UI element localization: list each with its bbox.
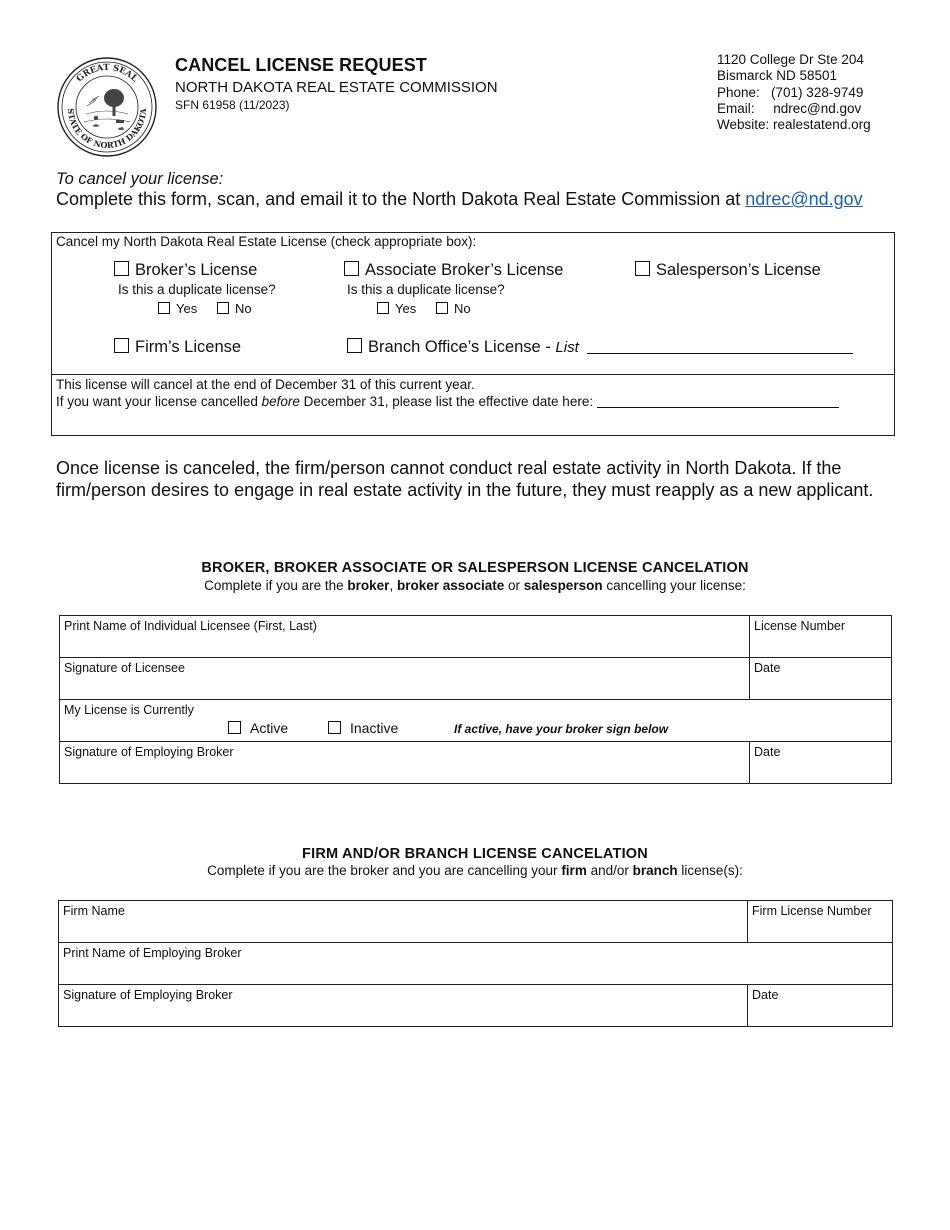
signature-broker-label: Signature of Employing Broker: [64, 745, 234, 759]
broker-duplicate-yes-checkbox[interactable]: [158, 302, 170, 314]
option-brokers-license[interactable]: [114, 261, 257, 280]
status-active-checkbox[interactable]: [228, 721, 241, 734]
intro-heading: To cancel your license:: [56, 170, 224, 188]
ind-sub-broker: broker: [347, 578, 390, 593]
form-title: CANCEL LICENSE REQUEST: [175, 55, 427, 75]
option-salespersons-license[interactable]: [635, 261, 821, 280]
option-associate-brokers-license[interactable]: [344, 261, 563, 280]
website: Website: realestatend.org: [717, 117, 871, 133]
branch-list-field[interactable]: [587, 340, 853, 354]
firm-sub-post: license(s):: [677, 863, 743, 878]
cancel-box-divider: [52, 374, 894, 375]
date-broker-field[interactable]: [750, 742, 892, 784]
firms-license-label: Firm’s License: [135, 338, 242, 356]
branch-office-license-checkbox[interactable]: [347, 338, 362, 353]
ind-sub-comma: ,: [389, 578, 397, 593]
date-licensee-field[interactable]: [750, 658, 892, 700]
firm-license-number-field[interactable]: [748, 901, 893, 943]
state-seal: [56, 56, 158, 158]
cancellation-warning: Once license is canceled, the firm/person cannot conduct real estate activity in North Dakota. If the firm/person desires to engage in real estate activity in the future, they must reapply as a new applicant.: [56, 458, 874, 500]
signature-broker-field[interactable]: [60, 742, 750, 784]
firm-sub-branch: branch: [632, 863, 678, 878]
associate-brokers-license-label: Associate Broker’s License: [365, 261, 564, 279]
date-broker-label: Date: [754, 745, 781, 759]
license-number-field[interactable]: [750, 616, 892, 658]
effective-date-before: before: [261, 394, 300, 409]
contact-block: [717, 52, 871, 133]
date-licensee-label: Date: [754, 661, 781, 675]
seal-top-text: GREAT SEAL: [74, 62, 140, 85]
broker-duplicate-question: Is this a duplicate license?: [118, 282, 276, 297]
print-name-field[interactable]: [60, 616, 750, 658]
firm-license-number-label: Firm License Number: [752, 904, 872, 918]
form-number: SFN 61958 (11/2023): [175, 98, 290, 112]
associate-duplicate-no-label: No: [454, 301, 471, 316]
individual-section-subtitle: [56, 578, 894, 593]
associate-duplicate-yes-label: Yes: [395, 301, 417, 316]
broker-duplicate-yes[interactable]: [158, 301, 197, 316]
phone: Phone: (701) 328-9749: [717, 84, 864, 100]
ind-sub-associate: broker associate: [396, 578, 505, 593]
salespersons-license-checkbox[interactable]: [635, 261, 650, 276]
individual-section-title: BROKER, BROKER ASSOCIATE OR SALESPERSON LICENSE CANCELATION: [201, 560, 749, 576]
firms-license-checkbox[interactable]: [114, 338, 129, 353]
ind-sub-or: or: [504, 578, 524, 593]
intro-text: [56, 189, 863, 210]
signature-licensee-field[interactable]: [60, 658, 750, 700]
firm-license-table: [58, 900, 893, 1027]
license-status-row: [60, 700, 892, 742]
effective-date-field[interactable]: [597, 394, 839, 408]
print-name-broker-field[interactable]: [59, 943, 893, 985]
status-active-label: Active: [250, 720, 289, 736]
end-of-year-text: This license will cancel at the end of December 31 of this current year.: [56, 377, 475, 392]
associate-duplicate-no-checkbox[interactable]: [436, 302, 448, 314]
status-inactive-option[interactable]: [328, 720, 398, 736]
ind-sub-salesperson: salesperson: [523, 578, 603, 593]
broker-duplicate-no[interactable]: [217, 301, 252, 316]
firm-signature-broker-label: Signature of Employing Broker: [63, 988, 233, 1002]
firm-sub-firm: firm: [561, 863, 587, 878]
license-number-label: License Number: [754, 619, 846, 633]
signature-licensee-label: Signature of Licensee: [64, 661, 185, 675]
firm-section-title: FIRM AND/OR BRANCH LICENSE CANCELATION: [302, 846, 648, 862]
cancel-box-label: Cancel my North Dakota Real Estate License (check appropriate box):: [56, 234, 477, 249]
agency-name: NORTH DAKOTA REAL ESTATE COMMISSION: [175, 79, 498, 96]
firm-signature-broker-field[interactable]: [59, 985, 748, 1027]
ind-sub-pre: Complete if you are the: [204, 578, 348, 593]
brokers-license-checkbox[interactable]: [114, 261, 129, 276]
individual-license-table: [59, 615, 892, 784]
effective-date-row: [56, 394, 839, 409]
active-note: If active, have your broker sign below: [454, 722, 669, 736]
address-line-2: Bismarck ND 58501: [717, 68, 838, 84]
address-line-1: 1120 College Dr Ste 204: [717, 52, 864, 67]
brokers-license-label: Broker’s License: [135, 261, 258, 279]
option-firms-license[interactable]: [114, 338, 241, 357]
branch-list-label: List: [555, 339, 579, 356]
ind-sub-post: cancelling your license:: [602, 578, 746, 593]
firm-name-field[interactable]: [59, 901, 748, 943]
print-name-label: Print Name of Individual Licensee (First, Last): [64, 619, 317, 633]
email-link[interactable]: ndrec@nd.gov: [745, 189, 863, 209]
firm-section-subtitle: [56, 863, 894, 878]
status-inactive-checkbox[interactable]: [328, 721, 341, 734]
firm-name-label: Firm Name: [63, 904, 125, 918]
firm-date-label: Date: [752, 988, 779, 1002]
cancel-license-box: [51, 232, 895, 436]
status-active-option[interactable]: [228, 720, 288, 736]
effective-date-pre: If you want your license cancelled: [56, 394, 262, 409]
email: Email: ndrec@nd.gov: [717, 100, 862, 116]
broker-duplicate-no-checkbox[interactable]: [217, 302, 229, 314]
license-currently-label: My License is Currently: [64, 703, 194, 717]
option-branch-office-license[interactable]: [347, 338, 853, 357]
print-name-broker-label: Print Name of Employing Broker: [63, 946, 242, 960]
status-inactive-label: Inactive: [350, 720, 399, 736]
broker-duplicate-yes-label: Yes: [176, 301, 198, 316]
intro-text-body: Complete this form, scan, and email it to the North Dakota Real Estate Commission at: [56, 189, 746, 209]
associate-brokers-license-checkbox[interactable]: [344, 261, 359, 276]
salespersons-license-label: Salesperson’s License: [656, 261, 821, 279]
firm-date-field[interactable]: [748, 985, 893, 1027]
associate-duplicate-question: Is this a duplicate license?: [347, 282, 505, 297]
associate-duplicate-yes-checkbox[interactable]: [377, 302, 389, 314]
seal-bottom-text: STATE OF NORTH DAKOTA: [65, 108, 149, 151]
branch-office-license-label: Branch Office’s License -: [368, 338, 556, 356]
associate-duplicate-no[interactable]: [436, 301, 471, 316]
firm-sub-pre: Complete if you are the broker and you are cancelling your: [207, 863, 562, 878]
associate-duplicate-yes[interactable]: [377, 301, 416, 316]
effective-date-post: December 31, please list the effective date here:: [299, 394, 597, 409]
broker-duplicate-no-label: No: [235, 301, 252, 316]
firm-sub-and-or: and/or: [586, 863, 633, 878]
